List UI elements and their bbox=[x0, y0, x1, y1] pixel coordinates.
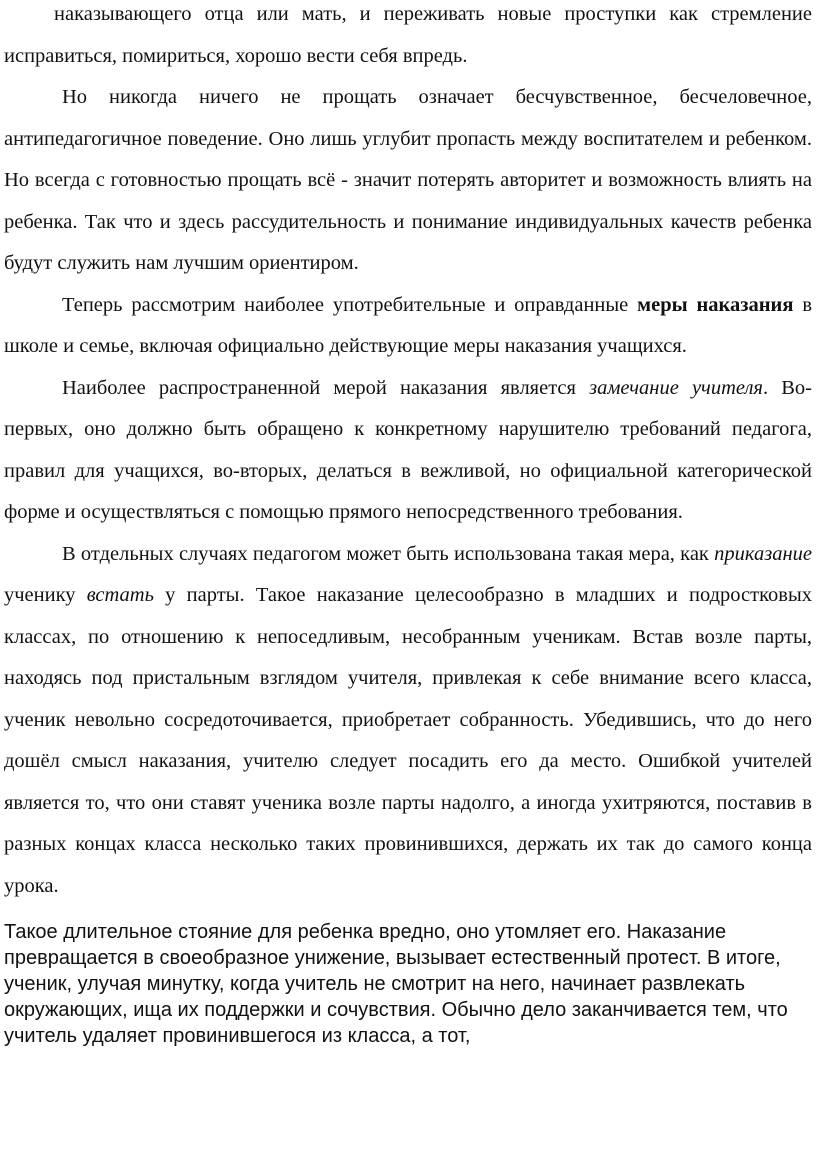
paragraph-4-text-b: . Во-первых, оно должно быть обращено к конкретному нарушителю требований педагога, правил для учащихся, во-вторых, делаться в вежливой, но официальной категорической форме и осуществляться с помощью прямого непосредственного требования. bbox=[4, 376, 812, 523]
paragraph-3-text-b: в школе и семье, включая официально действующие меры наказания учащихся. bbox=[4, 293, 813, 357]
paragraph-4 bbox=[4, 368, 812, 534]
paragraph-4-text-a: Наиболее распространенной мерой наказания является bbox=[62, 376, 590, 399]
paragraph-4-italic: замечание учителя bbox=[589, 376, 763, 399]
paragraph-5-italic-1: приказание bbox=[714, 542, 812, 565]
paragraph-3-bold: меры наказания bbox=[637, 293, 794, 316]
paragraph-5-text-c: у парты. Такое наказание целесообразно в младших и подростковых классах, по отношению к непоседливым, несобранным ученикам. Встав возле парты, находясь под пристальным взглядом учителя, привлекая к себе внимание всего класса, ученик невольно сосредоточивается, приобретает собранность. Убедившись, что до него дошёл смысл наказания, учителю следует посадить его да место. Ошибкой учителей является то, что они ставят ученика возле парты надолго, а иногда ухитряются, поставив в разных концах класса несколько таких провинившихся, держать их так до самого конца урока. bbox=[4, 584, 812, 897]
paragraph-6: Такое длительное стояние для ребенка вредно, оно утомляет его. Наказание превращается в своеобразное унижение, вызывает естественный протест. В итоге, ученик, улучая минутку, когда учитель не смотрит на него, начинает развлекать окружающих, ища их поддержки и сочувствия. Обычно дело заканчивается тем, что учитель удаляет провинившегося из класса, а тот, bbox=[4, 921, 788, 1047]
paragraph-5 bbox=[4, 534, 812, 908]
document-body bbox=[4, 0, 812, 907]
paragraph-3-text-a: Теперь рассмотрим наиболее употребительные и оправданные bbox=[62, 293, 638, 316]
paragraph-5-italic-2: встать bbox=[86, 584, 154, 606]
paragraph-5-text-b: ученику bbox=[4, 584, 87, 606]
paragraph-1: наказывающего отца или мать, и переживать новые проступки как стремление исправиться, помириться, хорошо вести себя впредь. bbox=[4, 3, 812, 67]
paragraph-5-text-a: В отдельных случаях педагогом может быть использована такая мера, как bbox=[62, 542, 715, 565]
paragraph-2: Но никогда ничего не прощать означает бесчувственное, бесчеловечное, антипедагогичное поведение. Оно лишь углубит пропасть между воспитателем и ребенком. Но всегда с готовностью прощать всё - значит потерять авторитет и возможность влиять на ребенка. Так что и здесь рассудительность и понимание индивидуальных качеств ребенка будут служить нам лучшим ориентиром. bbox=[4, 86, 812, 274]
paragraph-3 bbox=[4, 285, 812, 368]
